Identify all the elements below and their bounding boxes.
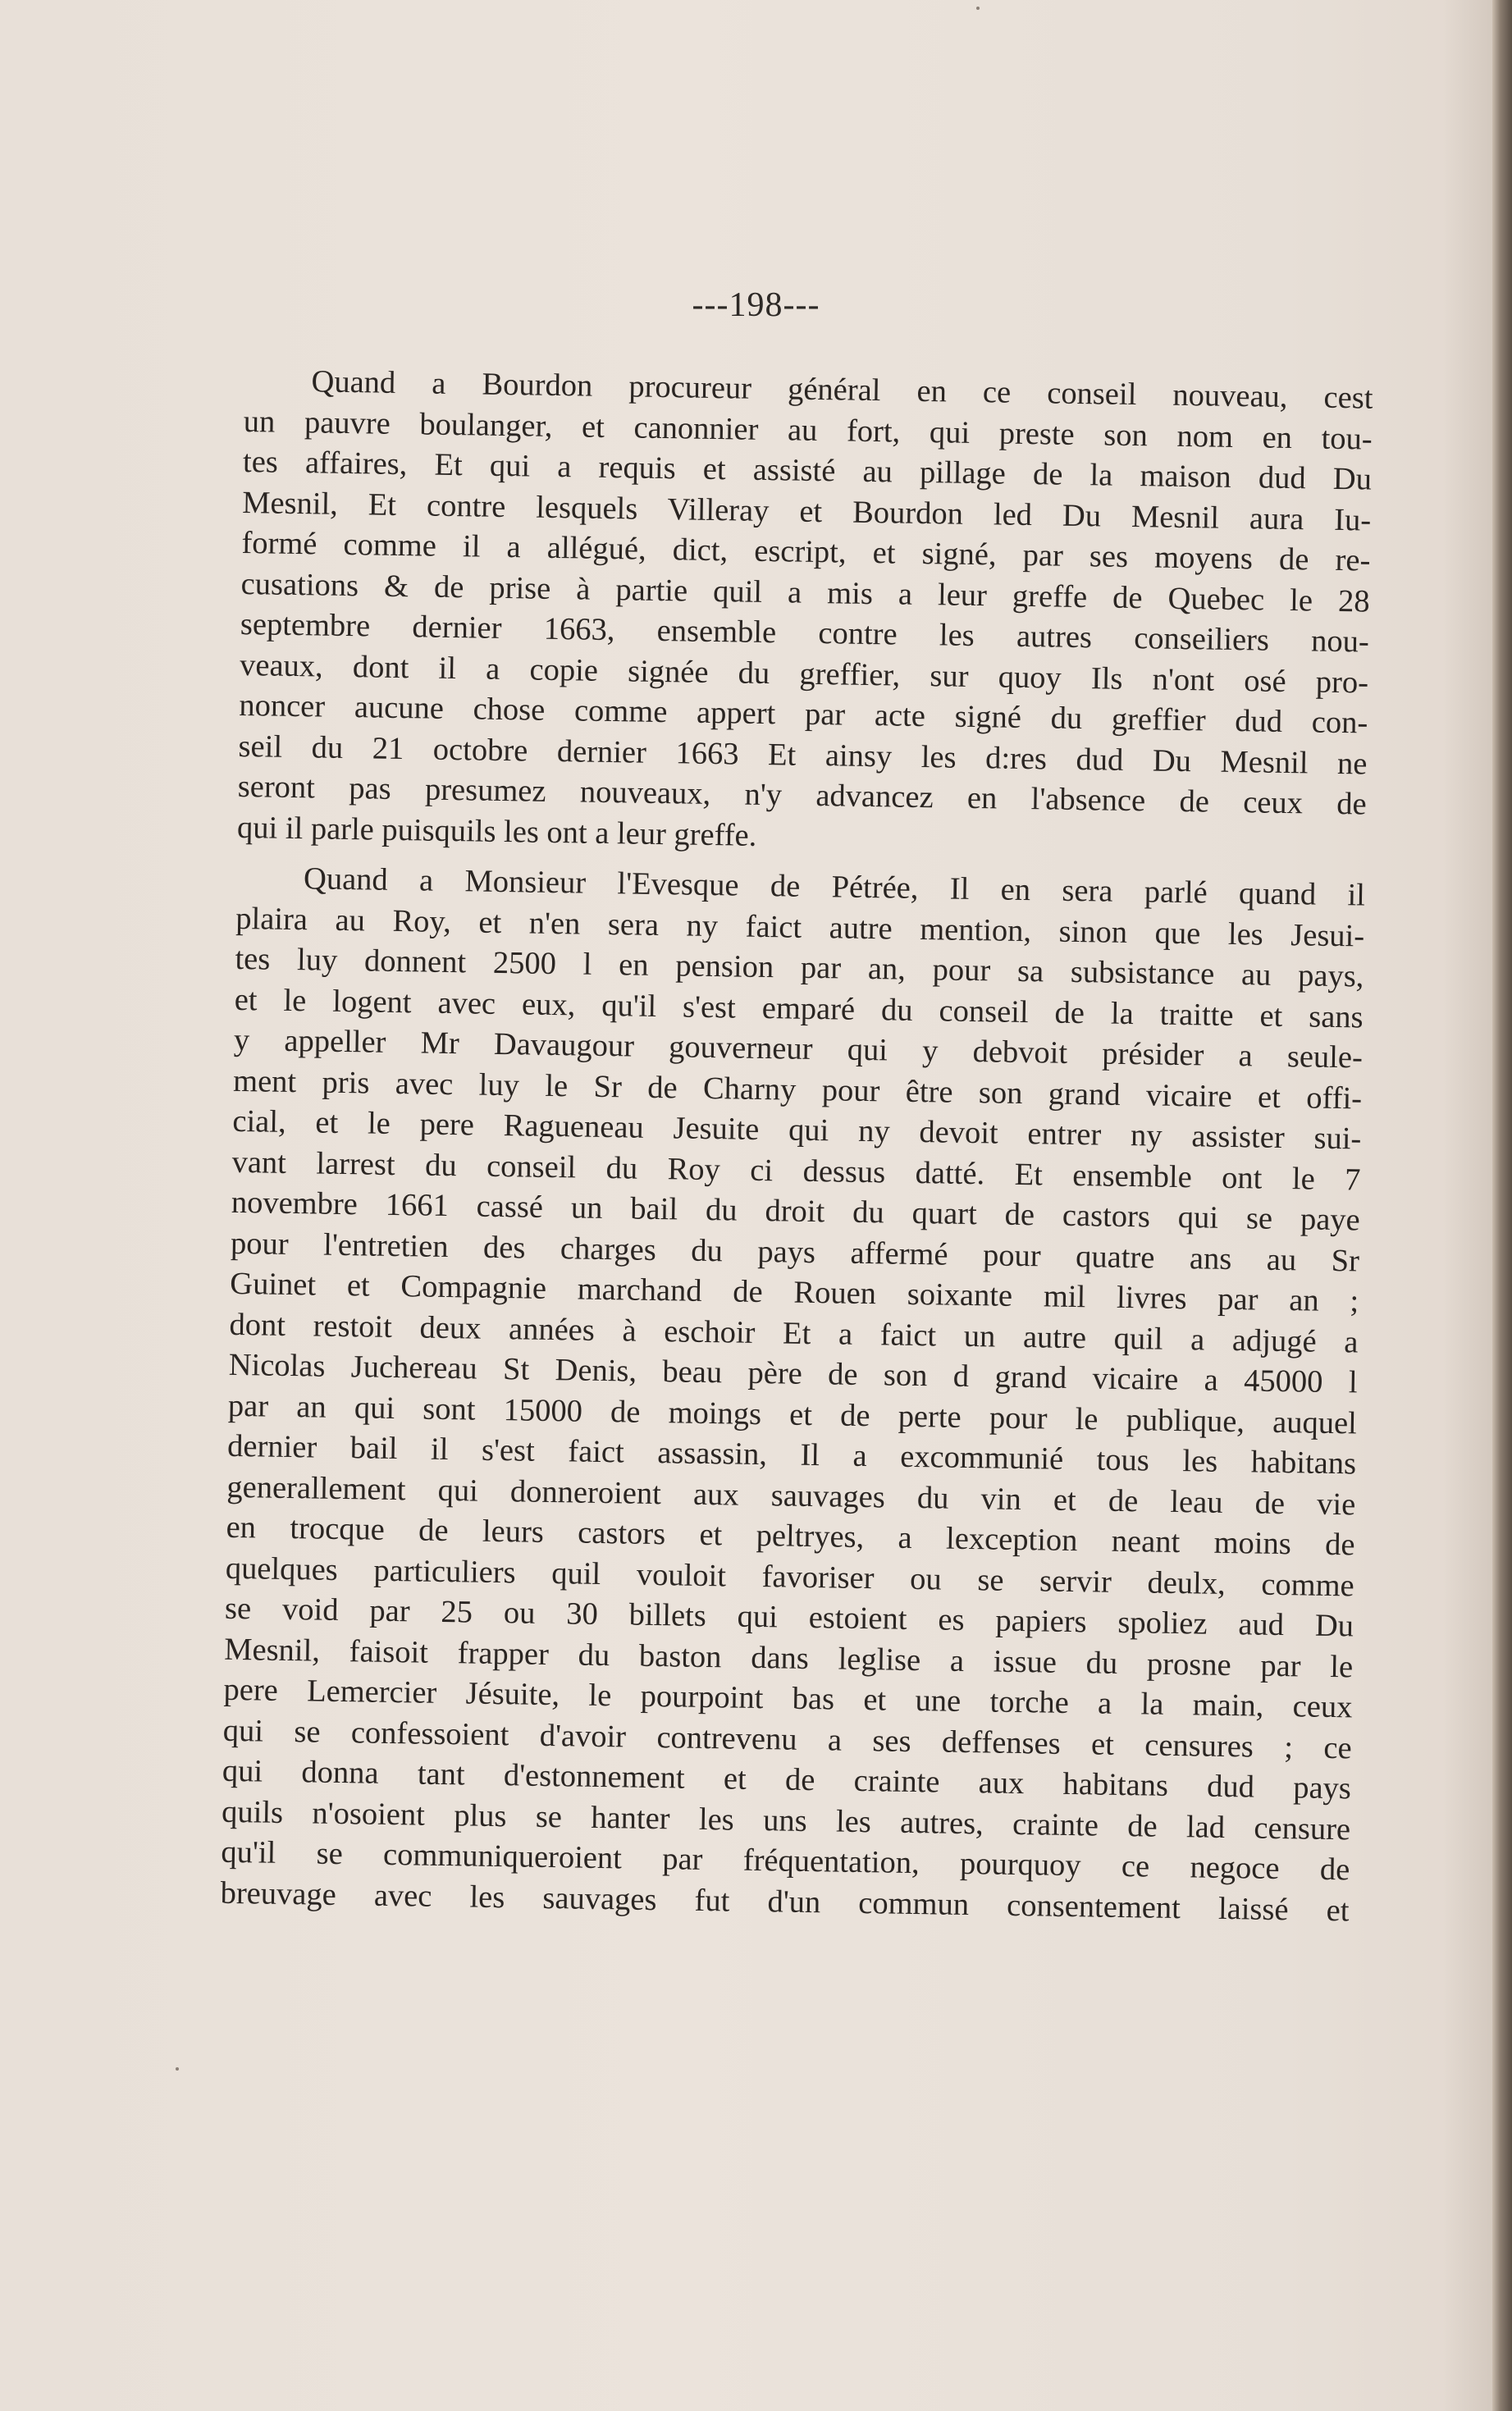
text-line: seront pas presumez nouveaux, n'y advancez en l'absence de ceux de [237, 769, 1368, 822]
text-line: breuvage avec les sauvages fut d'un commun consentement laissé et [220, 1875, 1350, 1928]
text-line: formé comme il a allégué, dict, escript, et signé, par ses moyens de re- [241, 525, 1371, 578]
text-line: noncer aucune chose comme appert par acte signé du greffier dud con- [239, 687, 1368, 741]
paragraph-1 [237, 361, 1373, 866]
text-line: Mesnil, faisoit frapper du baston dans leglise a issue du prosne par le [224, 1632, 1354, 1684]
text-line: veaux, dont il a copie signée du greffier, sur quoy Ils n'ont osé pro- [239, 647, 1369, 701]
text-line: par an qui sont 15000 de moings et de perte pour le publique, auquel [227, 1388, 1358, 1441]
text-line: cial, et le pere Ragueneau Jesuite qui ny devoit entrer ny assister sui- [232, 1103, 1362, 1157]
text-line: pour l'entretien des charges du pays affermé pour quatre ans au Sr [230, 1226, 1360, 1278]
text-line: tes affaires, Et qui a requis et assisté au pillage de la maison dud Du [242, 444, 1373, 497]
text-line: qu'il se communiqueroient par fréquentation, pourquoy ce negoce de [221, 1834, 1350, 1888]
text-line: cusations & de prise à partie quil a mis a leur greffe de Quebec le 28 [240, 566, 1370, 619]
text-line: septembre dernier 1663, ensemble contre les autres conseiliers nou- [240, 606, 1370, 660]
text-line: un pauvre boulanger, et canonnier au fort, qui preste son nom en tou- [243, 404, 1373, 457]
text-line: plaira au Roy, et n'en sera ny faict autre mention, sinon que les Jesui- [235, 901, 1365, 954]
text-line: vant larrest du conseil du Roy ci dessus datté. Et ensemble ont le 7 [231, 1144, 1361, 1197]
page-number: ---198--- [692, 286, 820, 324]
text-line: dernier bail il s'est faict assassin, Il a excommunié tous les habitans [226, 1428, 1357, 1482]
binding-edge [1492, 0, 1512, 2411]
text-line: pere Lemercier Jésuite, le pourpoint bas et une torche a la main, ceux [223, 1672, 1353, 1725]
paper-speck [976, 7, 980, 10]
text-line: qui il parle puisquils les ont a leur greffe. [236, 810, 757, 853]
fold-shadow [1443, 0, 1492, 2411]
text-line: tes luy donnent 2500 l en pension par an, pour sa subsistance au pays, [235, 941, 1364, 994]
text-line: dont restoit deux années à eschoir Et a faict un autre quil a adjugé a [229, 1307, 1359, 1359]
text-line: seil du 21 octobre dernier 1663 Et ainsy les d:res dud Du Mesnil ne [238, 728, 1368, 782]
body-text [220, 361, 1373, 1931]
text-line: Guinet et Compagnie marchand de Rouen soixante mil livres par an ; [229, 1266, 1359, 1319]
text-line: Mesnil, Et contre lesquels Villeray et Bourdon led Du Mesnil aura Iu- [241, 485, 1372, 538]
text-line: quelques particuliers quil vouloit favoriser ou se servir deulx, comme [225, 1550, 1355, 1603]
text-line: en trocque de leurs castors et peltryes, a lexception neant moins de [226, 1509, 1355, 1563]
text-line: y appeller Mr Davaugour gouverneur qui y debvoit présider a seule- [233, 1022, 1364, 1075]
text-line: quils n'osoient plus se hanter les uns les autres, crainte de lad censure [221, 1794, 1351, 1847]
text-line: novembre 1661 cassé un bail du droit du quart de castors qui se paye [231, 1185, 1361, 1238]
paragraph-2 [220, 858, 1365, 1931]
text-line: Nicolas Juchereau St Denis, beau père de son d grand vicaire a 45000 l [228, 1347, 1358, 1400]
text-line: se void par 25 ou 30 billets qui estoient es papiers spoliez aud Du [224, 1591, 1354, 1644]
text-line: qui se confessoient d'avoir contrevenu a ses deffenses et censures ; ce [222, 1713, 1352, 1765]
text-line: ment pris avec luy le Sr de Charny pour être son grand vicaire et offi- [232, 1063, 1363, 1116]
text-line: Quand a Monsieur l'Evesque de Pétrée, Il en sera parlé quand il [303, 861, 1366, 913]
text-line: generallement qui donneroient aux sauvages du vin et de leau de vie [226, 1469, 1356, 1522]
text-line: et le logent avec eux, qu'il s'est emparé du conseil de la traitte et sans [234, 982, 1364, 1035]
text-line: qui donna tant d'estonnement et de crainte aux habitans dud pays [222, 1753, 1352, 1806]
text-line: Quand a Bourdon procureur général en ce conseil nouveau, cest [311, 364, 1373, 416]
paper-speck [176, 2067, 179, 2071]
